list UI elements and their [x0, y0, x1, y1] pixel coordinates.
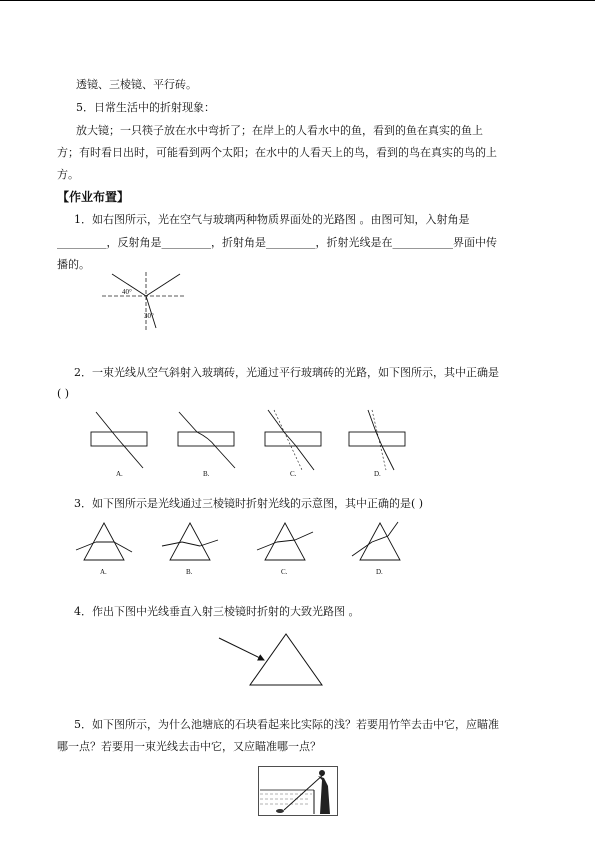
- q3-option-label: A.: [100, 568, 107, 576]
- q4-prism-diagram: [215, 630, 330, 690]
- q4-text: 4．作出下图中光线垂直入射三棱镜时折射的大致光路图 。: [74, 605, 360, 618]
- item5-text: 放大镜；一只筷子放在水中弯折了；在岸上的人看水中的鱼，看到的鱼在真实的鱼上: [76, 124, 483, 137]
- q3-option-b-diagram: [160, 520, 220, 578]
- q3-option-label: B.: [186, 568, 193, 576]
- q1-light-path-diagram: [100, 270, 190, 335]
- item5-text: 方。: [57, 168, 79, 181]
- q5-text: 哪一点？若要用一束光线去击中它，又应瞄准哪一点？: [57, 740, 321, 753]
- section-title: 【作业布置】: [57, 190, 130, 204]
- top-rule: [0, 0, 595, 1]
- q1-angle-label: 40°: [122, 288, 132, 296]
- item5-title: 5．日常生活中的折射现象：: [76, 101, 215, 114]
- q2-option-label: C.: [290, 470, 297, 478]
- q2-option-label: A.: [116, 470, 123, 478]
- q5-pond-diagram: [258, 766, 338, 816]
- q3-option-label: C.: [281, 568, 288, 576]
- q1-text: _________，反射角是_________，折射角是_________，折射光线是在___________界面中传: [57, 236, 497, 249]
- q1-text: 1．如右图所示，光在空气与玻璃两种物质界面处的光路图 。由图可知，入射角是: [74, 213, 470, 226]
- q2-option-a-diagram: [88, 408, 150, 478]
- q1-angle-label: 30°: [144, 312, 154, 320]
- q2-option-label: D.: [374, 470, 381, 478]
- q3-text: 3．如下图所示是光线通过三棱镜时折射光线的示意图，其中正确的是( ): [74, 497, 424, 510]
- q3-option-c-diagram: [255, 520, 315, 578]
- q3-option-label: D.: [376, 568, 383, 576]
- q3-option-a-diagram: [74, 520, 134, 578]
- intro-line: 透镜、三棱镜、平行砖。: [76, 78, 197, 91]
- q1-text: 播的。: [57, 258, 90, 271]
- q5-text: 5．如下图所示，为什么池塘底的石块看起来比实际的浅？若要用竹竿去击中它，应瞄准: [74, 718, 499, 731]
- q2-option-c-diagram: [262, 408, 324, 478]
- q2-text: ( ): [57, 387, 70, 400]
- q2-option-d-diagram: [346, 408, 408, 478]
- q3-option-d-diagram: [350, 520, 410, 578]
- item5-text: 方；有时看日出时，可能看到两个太阳；在水中的人看天上的鸟，看到的鸟在真实的鸟的上: [57, 146, 497, 159]
- q2-option-label: B.: [203, 470, 210, 478]
- q2-text: 2．一束光线从空气斜射入玻璃砖，光通过平行玻璃砖的光路，如下图所示，其中正确是: [74, 366, 499, 379]
- q2-option-b-diagram: [175, 408, 237, 478]
